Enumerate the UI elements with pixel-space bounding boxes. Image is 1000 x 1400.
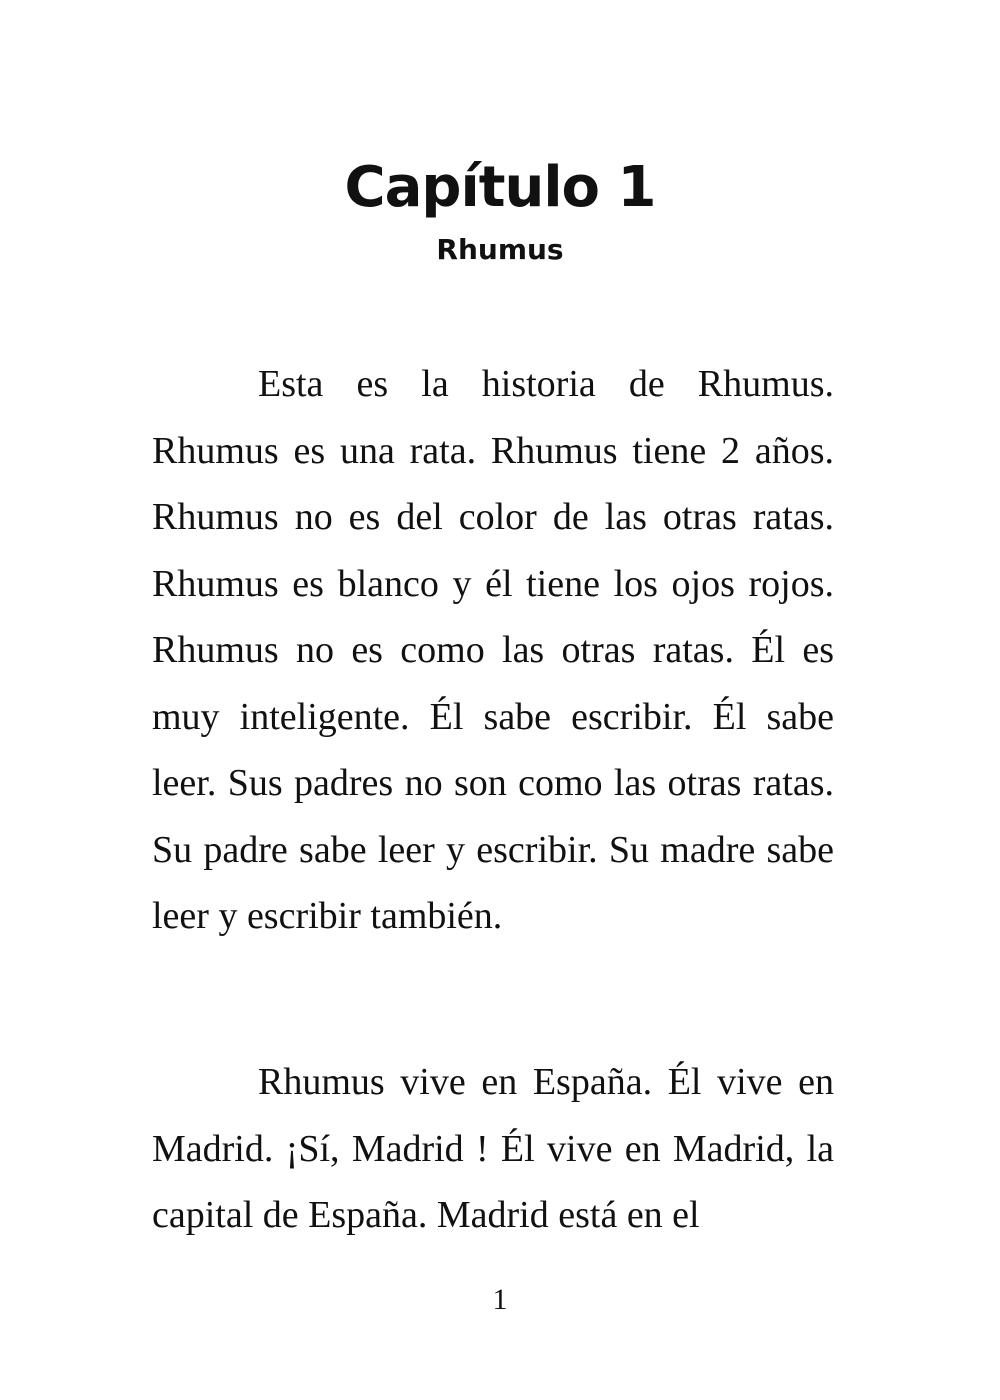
chapter-subtitle: Rhumus (436, 233, 564, 266)
body-paragraph: Esta es la historia de Rhumus. Rhumus es una rata. Rhumus tiene 2 años. Rhumus no es del color de las otras ratas. Rhumus es blanco y él tiene los ojos rojos. Rhumus no es como las otras ratas. Él es muy inteligente. Él sabe escribir. Él sabe leer. Sus padres no son como las otras ratas. Su padre sabe leer y escribir. Su madre sabe leer y escribir también. (152, 363, 834, 937)
body-paragraph-block-1 (152, 351, 834, 950)
page-number: 1 (492, 1283, 508, 1316)
body-paragraph-block-2 (152, 1049, 834, 1249)
chapter-title: Capítulo 1 (344, 155, 656, 220)
body-paragraph: Rhumus vive en España. Él vive en Madrid. ¡Sí, Madrid ! Él vive en Madrid, la capital de España. Madrid está en el (152, 1061, 834, 1236)
